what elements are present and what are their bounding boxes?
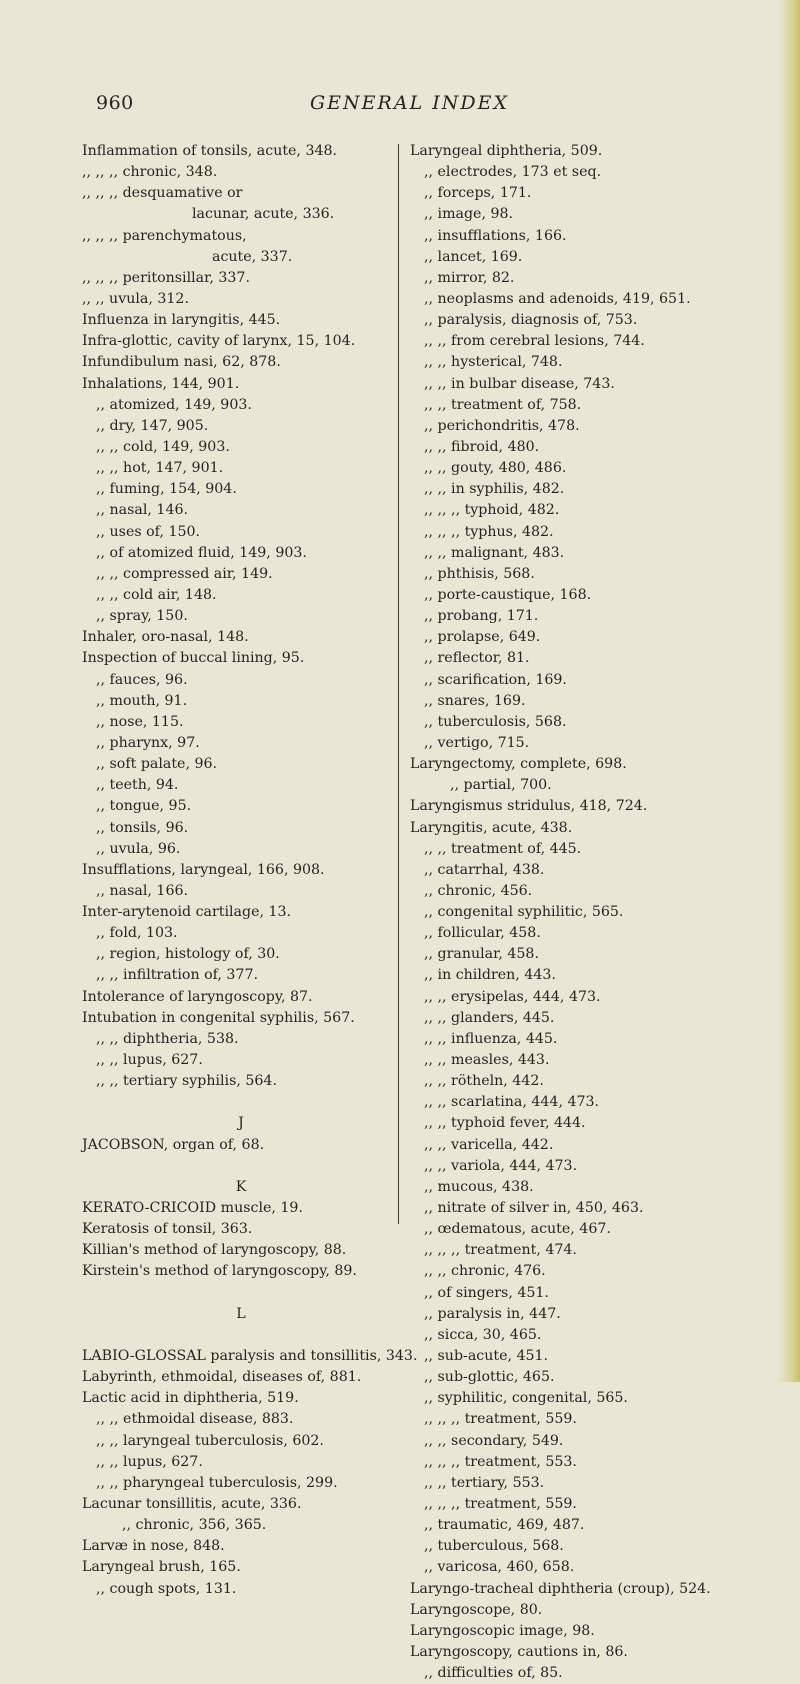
index-entry: ,, ,, ,, parenchymatous,	[82, 227, 247, 244]
index-entry: ,, ,, secondary, 549.	[424, 1432, 564, 1449]
index-entry: ,, ,, lupus, 627.	[96, 1052, 203, 1069]
index-entry: acute, 337.	[212, 248, 293, 265]
index-entry: ,, ,, varicella, 442.	[424, 1136, 554, 1153]
index-entry: ,, fuming, 154, 904.	[96, 481, 237, 498]
index-entry: ,, difficulties of, 85.	[424, 1665, 563, 1682]
index-entry: ,, ,, diphtheria, 538.	[96, 1030, 239, 1047]
section-letter: K	[235, 1178, 247, 1195]
index-entry: ,, region, histology of, 30.	[96, 946, 280, 963]
column-divider	[398, 144, 399, 1224]
index-entry: ,, ,, treatment of, 445.	[424, 840, 582, 857]
index-entry: ,, ,, ,, desquamative or	[82, 185, 243, 202]
index-entry: Inspection of buccal lining, 95.	[82, 650, 305, 667]
index-entry: Inhalations, 144, 901.	[82, 375, 240, 392]
index-entry: Laryngismus stridulus, 418, 724.	[410, 798, 648, 815]
index-entry: ,, vertigo, 715.	[424, 734, 530, 751]
index-entry: ,, scarification, 169.	[424, 671, 567, 688]
index-entry: ,, ,, tertiary syphilis, 564.	[96, 1073, 277, 1090]
index-entry: ,, ,, compressed air, 149.	[96, 565, 273, 582]
index-entry: ,, partial, 700.	[450, 777, 552, 794]
index-entry: ,, ,, malignant, 483.	[424, 544, 565, 561]
index-entry: ,, phthisis, 568.	[424, 565, 535, 582]
index-entry: Infundibulum nasi, 62, 878.	[82, 354, 281, 371]
index-entry: ,, mouth, 91.	[96, 692, 188, 709]
index-entry: ,, varicosa, 460, 658.	[424, 1559, 575, 1576]
index-entry: ,, ,, in bulbar disease, 743.	[424, 375, 615, 392]
index-entry: Killian's method of laryngoscopy, 88.	[82, 1242, 347, 1259]
index-column-right	[410, 141, 780, 1684]
section-heading	[82, 1113, 400, 1134]
section-heading	[82, 1177, 400, 1198]
index-entry: Insufflations, laryngeal, 166, 908.	[82, 861, 325, 878]
index-entry: ,, uvula, 96.	[96, 840, 181, 857]
index-entry: ,, ,, ,, treatment, 559.	[424, 1496, 577, 1512]
index-entry: ,, of atomized fluid, 149, 903.	[96, 544, 307, 561]
index-entry: ,, ,, typhoid fever, 444.	[424, 1115, 586, 1132]
index-entry: ,, congenital syphilitic, 565.	[424, 904, 624, 921]
index-entry: Labyrinth, ethmoidal, diseases of, 881.	[82, 1369, 362, 1386]
section-letter: L	[236, 1305, 246, 1322]
index-entry: Inflammation of tonsils, acute, 348.	[82, 143, 338, 159]
index-entry: ,, catarrhal, 438.	[424, 861, 545, 878]
index-entry: ,, mirror, 82.	[424, 269, 515, 286]
index-entry: ,, ,, measles, 443.	[424, 1052, 550, 1069]
index-entry: Inhaler, oro-nasal, 148.	[82, 629, 249, 646]
index-entry: ,, cough spots, 131.	[96, 1580, 237, 1597]
index-entry: ,, dry, 147, 905.	[96, 417, 209, 434]
index-entry: ,, nasal, 146.	[96, 502, 189, 519]
section-heading	[82, 1304, 400, 1325]
index-entry: ,, nose, 115.	[96, 713, 184, 730]
page-edge-shadow	[778, 0, 800, 1382]
index-entry: ,, paralysis, diagnosis of, 753.	[424, 312, 638, 329]
index-entry: ,, ,, fibroid, 480.	[424, 438, 540, 455]
index-entry: ,, porte-caustique, 168.	[424, 586, 592, 603]
index-entry: ,, sicca, 30, 465.	[424, 1326, 542, 1343]
index-entry: ,, ,, in syphilis, 482.	[424, 481, 565, 498]
section-letter: J	[238, 1115, 244, 1132]
index-entry: ,, ,, scarlatina, 444, 473.	[424, 1094, 600, 1111]
index-entry: ,, ,, laryngeal tuberculosis, 602.	[96, 1432, 324, 1449]
index-entry: ,, ,, ,, chronic, 348.	[82, 164, 218, 181]
page-number: 960	[96, 92, 134, 114]
index-entry: Intolerance of laryngoscopy, 87.	[82, 988, 313, 1005]
index-entry: ,, snares, 169.	[424, 692, 526, 709]
index-entry: ,, ,, ,, treatment, 559.	[424, 1411, 577, 1428]
index-entry: Laryngoscope, 80.	[410, 1601, 543, 1618]
index-entry: ,, atomized, 149, 903.	[96, 396, 252, 413]
index-entry: ,, ,, from cerebral lesions, 744.	[424, 333, 645, 350]
index-entry: ,, ,, ,, peritonsillar, 337.	[82, 269, 250, 286]
index-entry: Influenza in laryngitis, 445.	[82, 312, 281, 329]
index-entry: ,, forceps, 171.	[424, 185, 532, 202]
index-entry: ,, neoplasms and adenoids, 419, 651.	[424, 290, 691, 307]
index-entry: Lactic acid in diphtheria, 519.	[82, 1390, 299, 1407]
spacer	[82, 1325, 400, 1346]
index-entry: ,, fold, 103.	[96, 925, 178, 942]
index-entry: ,, granular, 458.	[424, 946, 539, 963]
index-entry: ,, traumatic, 469, 487.	[424, 1517, 585, 1534]
index-entry: ,, insufflations, 166.	[424, 227, 567, 244]
index-entry: ,, of singers, 451.	[424, 1284, 549, 1301]
index-entry: ,, ,, gouty, 480, 486.	[424, 460, 567, 477]
index-entry: ,, mucous, 438.	[424, 1178, 534, 1195]
index-entry: ,, sub-acute, 451.	[424, 1348, 549, 1365]
index-entry: ,, soft palate, 96.	[96, 756, 218, 773]
index-entry: ,, ,, hot, 147, 901.	[96, 460, 224, 477]
spacer	[82, 1092, 400, 1113]
index-entry: ,, reflector, 81.	[424, 650, 530, 667]
index-entry: Laryngo-tracheal diphtheria (croup), 524.	[410, 1580, 711, 1597]
index-entry: ,, ,, pharyngeal tuberculosis, 299.	[96, 1474, 338, 1491]
index-entry: ,, ,, ,, treatment, 474.	[424, 1242, 577, 1259]
index-entry: ,, ,, cold air, 148.	[96, 586, 217, 603]
index-entry: ,, pharynx, 97.	[96, 734, 200, 751]
index-entry: Inter-arytenoid cartilage, 13.	[82, 904, 292, 921]
index-entry: Laryngeal brush, 165.	[82, 1559, 241, 1576]
index-entry: ,, ,, tertiary, 553.	[424, 1474, 545, 1491]
index-entry: Intubation in congenital syphilis, 567.	[82, 1009, 355, 1026]
index-entry: ,, ,, treatment of, 758.	[424, 396, 582, 413]
index-entry: ,, paralysis in, 447.	[424, 1305, 561, 1322]
index-entry: Lacunar tonsillitis, acute, 336.	[82, 1496, 302, 1512]
index-entry: ,, prolapse, 649.	[424, 629, 541, 646]
index-entry: ,, ,, infiltration of, 377.	[96, 967, 258, 984]
index-entry: ,, chronic, 456.	[424, 882, 533, 899]
index-entry: ,, ,, variola, 444, 473.	[424, 1157, 578, 1174]
index-entry: Kirstein's method of laryngoscopy, 89.	[82, 1263, 357, 1280]
index-entry: ,, probang, 171.	[424, 608, 539, 625]
index-entry: ,, ,, ,, typhoid, 482.	[424, 502, 560, 519]
index-entry: ,, tongue, 95.	[96, 798, 192, 815]
index-entry: Larvæ in nose, 848.	[82, 1538, 225, 1555]
index-entry: ,, ,, ,, treatment, 553.	[424, 1453, 577, 1470]
index-entry: ,, ,, chronic, 476.	[424, 1263, 546, 1280]
index-entry: ,, fauces, 96.	[96, 671, 188, 688]
index-entry: Keratosis of tonsil, 363.	[82, 1221, 253, 1238]
index-entry: ,, ,, cold, 149, 903.	[96, 438, 230, 455]
index-entry: Laryngoscopy, cautions in, 86.	[410, 1643, 628, 1660]
index-entry: ,, image, 98.	[424, 206, 514, 223]
index-entry: ,, syphilitic, congenital, 565.	[424, 1390, 628, 1407]
spacer	[82, 1156, 400, 1177]
index-entry: ,, uses of, 150.	[96, 523, 201, 540]
index-entry: ,, ,, ethmoidal disease, 883.	[96, 1411, 294, 1428]
page-header	[0, 92, 800, 122]
index-entry: ,, ,, hysterical, 748.	[424, 354, 563, 371]
index-entry: ,, ,, erysipelas, 444, 473.	[424, 988, 601, 1005]
index-entry: KERATO-CRICOID muscle, 19.	[82, 1200, 303, 1217]
index-entry: ,, ,, rötheln, 442.	[424, 1073, 544, 1090]
index-entry: lacunar, acute, 336.	[192, 206, 335, 223]
index-entry: ,, perichondritis, 478.	[424, 417, 580, 434]
index-entry: ,, lancet, 169.	[424, 248, 523, 265]
index-entry: ,, teeth, 94.	[96, 777, 179, 794]
index-column-left	[82, 141, 418, 1600]
index-entry: ,, ,, uvula, 312.	[82, 290, 189, 307]
index-entry: Laryngectomy, complete, 698.	[410, 756, 627, 773]
index-entry: ,, tuberculous, 568.	[424, 1538, 564, 1555]
index-entry: Laryngitis, acute, 438.	[410, 819, 573, 836]
index-entry: ,, ,, influenza, 445.	[424, 1030, 558, 1047]
index-entry: ,, in children, 443.	[424, 967, 556, 984]
index-entry: LABIO-GLOSSAL paralysis and tonsillitis, 343.	[82, 1348, 418, 1365]
index-entry: ,, nitrate of silver in, 450, 463.	[424, 1200, 644, 1217]
index-entry: ,, electrodes, 173 et seq.	[424, 164, 602, 181]
index-entry: ,, sub-glottic, 465.	[424, 1369, 555, 1386]
index-entry: ,, chronic, 356, 365.	[122, 1517, 267, 1534]
index-entry: Laryngoscopic image, 98.	[410, 1622, 595, 1639]
index-entry: ,, ,, lupus, 627.	[96, 1453, 203, 1470]
index-entry: Laryngeal diphtheria, 509.	[410, 143, 603, 159]
index-entry: ,, œdematous, acute, 467.	[424, 1221, 611, 1238]
running-title: GENERAL INDEX	[310, 92, 509, 114]
index-entry: ,, tonsils, 96.	[96, 819, 189, 836]
spacer	[82, 1283, 400, 1304]
index-entry: Infra-glottic, cavity of larynx, 15, 104.	[82, 333, 356, 350]
index-entry: ,, ,, glanders, 445.	[424, 1009, 555, 1026]
index-entry: ,, follicular, 458.	[424, 925, 541, 942]
index-entry: JACOBSON, organ of, 68.	[82, 1136, 265, 1153]
index-entry: ,, nasal, 166.	[96, 882, 189, 899]
index-entry: ,, ,, ,, typhus, 482.	[424, 523, 554, 540]
index-entry: ,, tuberculosis, 568.	[424, 713, 567, 730]
index-entry: ,, spray, 150.	[96, 608, 188, 625]
